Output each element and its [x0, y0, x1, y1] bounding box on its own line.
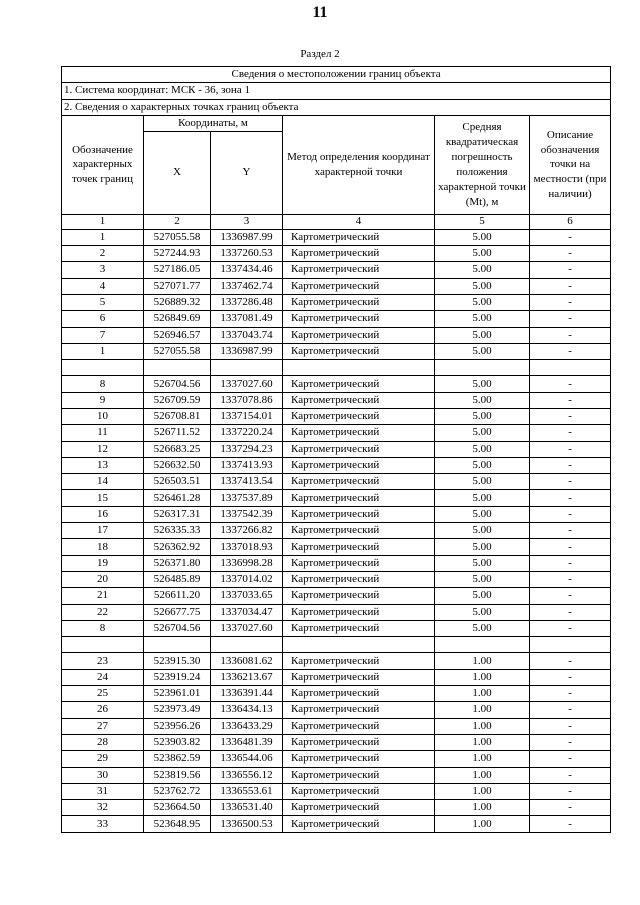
description-cell: -	[530, 409, 611, 425]
x-coordinate-cell: 526708.81	[144, 409, 211, 425]
error-cell: 1.00	[435, 718, 530, 734]
method-cell: Картометрический	[283, 816, 435, 832]
error-cell: 1.00	[435, 653, 530, 669]
error-cell: 1.00	[435, 686, 530, 702]
method-cell: Картометрический	[283, 539, 435, 555]
table-row	[62, 229, 611, 245]
method-cell: Картометрический	[283, 262, 435, 278]
coord-system: 1. Система координат: МСК - 36, зона 1	[62, 83, 611, 99]
x-coordinate-cell	[144, 637, 211, 653]
y-coordinate-cell: 1337027.60	[211, 376, 283, 392]
description-cell: -	[530, 767, 611, 783]
method-cell: Картометрический	[283, 571, 435, 587]
column-number: 5	[435, 214, 530, 229]
table-row	[62, 751, 611, 767]
table-row	[62, 620, 611, 636]
y-coordinate-cell: 1336987.99	[211, 229, 283, 245]
description-cell: -	[530, 734, 611, 750]
header-row-1	[62, 115, 611, 131]
method-cell: Картометрический	[283, 686, 435, 702]
y-coordinate-cell: 1337294.23	[211, 441, 283, 457]
point-id-cell: 27	[62, 718, 144, 734]
description-cell: -	[530, 392, 611, 408]
point-id-cell: 6	[62, 311, 144, 327]
points-caption: 2. Сведения о характерных точках границ объекта	[62, 99, 611, 115]
error-cell: 1.00	[435, 767, 530, 783]
error-cell: 5.00	[435, 376, 530, 392]
table-row	[62, 246, 611, 262]
x-coordinate-cell: 526677.75	[144, 604, 211, 620]
header-designation: Обозначение характерных точек границ	[62, 115, 144, 214]
table-row	[62, 800, 611, 816]
error-cell: 5.00	[435, 539, 530, 555]
header-method: Метод определения координат характерной точки	[283, 115, 435, 214]
x-coordinate-cell: 526317.31	[144, 506, 211, 522]
error-cell: 5.00	[435, 294, 530, 310]
y-coordinate-cell: 1337078.86	[211, 392, 283, 408]
x-coordinate-cell: 523919.24	[144, 669, 211, 685]
error-cell: 5.00	[435, 523, 530, 539]
point-id-cell: 8	[62, 620, 144, 636]
description-cell: -	[530, 620, 611, 636]
table-row	[62, 653, 611, 669]
error-cell: 5.00	[435, 604, 530, 620]
y-coordinate-cell: 1336434.13	[211, 702, 283, 718]
description-cell: -	[530, 604, 611, 620]
method-cell	[283, 360, 435, 376]
error-cell: 5.00	[435, 571, 530, 587]
point-id-cell: 17	[62, 523, 144, 539]
point-id-cell: 23	[62, 653, 144, 669]
method-cell: Картометрический	[283, 653, 435, 669]
x-coordinate-cell: 526709.59	[144, 392, 211, 408]
error-cell: 1.00	[435, 669, 530, 685]
point-id-cell: 11	[62, 425, 144, 441]
y-coordinate-cell: 1337081.49	[211, 311, 283, 327]
x-coordinate-cell: 527186.05	[144, 262, 211, 278]
y-coordinate-cell: 1336481.39	[211, 734, 283, 750]
y-coordinate-cell: 1337434.46	[211, 262, 283, 278]
y-coordinate-cell: 1336081.62	[211, 653, 283, 669]
table-row	[62, 555, 611, 571]
x-coordinate-cell: 526485.89	[144, 571, 211, 587]
error-cell	[435, 360, 530, 376]
method-cell: Картометрический	[283, 474, 435, 490]
error-cell: 1.00	[435, 800, 530, 816]
error-cell: 5.00	[435, 229, 530, 245]
table-row	[62, 571, 611, 587]
table-row	[62, 311, 611, 327]
method-cell: Картометрический	[283, 343, 435, 359]
x-coordinate-cell: 526683.25	[144, 441, 211, 457]
point-id-cell	[62, 637, 144, 653]
point-id-cell: 1	[62, 229, 144, 245]
table-row	[62, 474, 611, 490]
x-coordinate-cell: 526362.92	[144, 539, 211, 555]
error-cell: 5.00	[435, 392, 530, 408]
x-coordinate-cell: 523762.72	[144, 783, 211, 799]
point-id-cell: 25	[62, 686, 144, 702]
table-row	[62, 767, 611, 783]
description-cell: -	[530, 718, 611, 734]
point-id-cell: 14	[62, 474, 144, 490]
method-cell: Картометрический	[283, 669, 435, 685]
table-row	[62, 539, 611, 555]
x-coordinate-cell: 523973.49	[144, 702, 211, 718]
description-cell: -	[530, 246, 611, 262]
error-cell: 1.00	[435, 702, 530, 718]
point-id-cell: 20	[62, 571, 144, 587]
x-coordinate-cell: 523903.82	[144, 734, 211, 750]
method-cell: Картометрический	[283, 555, 435, 571]
x-coordinate-cell: 527244.93	[144, 246, 211, 262]
header-y: Y	[211, 131, 283, 214]
error-cell: 1.00	[435, 734, 530, 750]
y-coordinate-cell: 1337043.74	[211, 327, 283, 343]
error-cell: 5.00	[435, 506, 530, 522]
y-coordinate-cell: 1337220.24	[211, 425, 283, 441]
description-cell: -	[530, 278, 611, 294]
y-coordinate-cell: 1337462.74	[211, 278, 283, 294]
point-id-cell: 9	[62, 392, 144, 408]
points-caption-row	[62, 99, 611, 115]
method-cell: Картометрический	[283, 229, 435, 245]
table-row	[62, 604, 611, 620]
method-cell: Картометрический	[283, 702, 435, 718]
x-coordinate-cell: 526632.50	[144, 457, 211, 473]
x-coordinate-cell: 526849.69	[144, 311, 211, 327]
point-id-cell: 33	[62, 816, 144, 832]
point-id-cell: 31	[62, 783, 144, 799]
point-id-cell: 7	[62, 327, 144, 343]
error-cell: 5.00	[435, 441, 530, 457]
x-coordinate-cell: 526711.52	[144, 425, 211, 441]
method-cell: Картометрический	[283, 425, 435, 441]
method-cell: Картометрический	[283, 409, 435, 425]
table-row	[62, 523, 611, 539]
x-coordinate-cell: 527055.58	[144, 229, 211, 245]
description-cell: -	[530, 588, 611, 604]
y-coordinate-cell: 1337027.60	[211, 620, 283, 636]
method-cell: Картометрический	[283, 734, 435, 750]
point-id-cell: 18	[62, 539, 144, 555]
table-row	[62, 702, 611, 718]
point-id-cell: 22	[62, 604, 144, 620]
description-cell: -	[530, 425, 611, 441]
x-coordinate-cell: 526946.57	[144, 327, 211, 343]
description-cell: -	[530, 229, 611, 245]
error-cell: 5.00	[435, 278, 530, 294]
method-cell: Картометрический	[283, 604, 435, 620]
x-coordinate-cell: 526371.80	[144, 555, 211, 571]
description-cell: -	[530, 702, 611, 718]
y-coordinate-cell	[211, 360, 283, 376]
point-id-cell: 3	[62, 262, 144, 278]
point-id-cell: 19	[62, 555, 144, 571]
table-row	[62, 816, 611, 832]
error-cell: 5.00	[435, 343, 530, 359]
column-number: 2	[144, 214, 211, 229]
x-coordinate-cell: 526335.33	[144, 523, 211, 539]
x-coordinate-cell: 526704.56	[144, 376, 211, 392]
y-coordinate-cell: 1337014.02	[211, 571, 283, 587]
point-id-cell: 5	[62, 294, 144, 310]
table-row	[62, 637, 611, 653]
method-cell: Картометрический	[283, 294, 435, 310]
x-coordinate-cell: 523648.95	[144, 816, 211, 832]
point-id-cell: 4	[62, 278, 144, 294]
error-cell: 5.00	[435, 555, 530, 571]
y-coordinate-cell: 1337413.54	[211, 474, 283, 490]
description-cell: -	[530, 555, 611, 571]
description-cell: -	[530, 376, 611, 392]
description-cell: -	[530, 686, 611, 702]
method-cell: Картометрический	[283, 441, 435, 457]
y-coordinate-cell: 1336556.12	[211, 767, 283, 783]
method-cell: Картометрический	[283, 620, 435, 636]
table-row	[62, 376, 611, 392]
point-id-cell: 29	[62, 751, 144, 767]
error-cell: 5.00	[435, 262, 530, 278]
point-id-cell: 32	[62, 800, 144, 816]
description-cell: -	[530, 751, 611, 767]
point-id-cell: 28	[62, 734, 144, 750]
table-row	[62, 392, 611, 408]
header-description: Описание обозначения точки на местности (при наличии)	[530, 115, 611, 214]
description-cell: -	[530, 539, 611, 555]
y-coordinate-cell: 1336391.44	[211, 686, 283, 702]
method-cell	[283, 637, 435, 653]
table-row	[62, 457, 611, 473]
x-coordinate-cell: 523956.26	[144, 718, 211, 734]
y-coordinate-cell: 1336998.28	[211, 555, 283, 571]
error-cell: 5.00	[435, 490, 530, 506]
table-row	[62, 686, 611, 702]
table-row	[62, 409, 611, 425]
method-cell: Картометрический	[283, 800, 435, 816]
table-row	[62, 718, 611, 734]
method-cell: Картометрический	[283, 311, 435, 327]
x-coordinate-cell	[144, 360, 211, 376]
table-title: Сведения о местоположении границ объекта	[62, 67, 611, 83]
point-id-cell: 21	[62, 588, 144, 604]
y-coordinate-cell: 1337413.93	[211, 457, 283, 473]
method-cell: Картометрический	[283, 246, 435, 262]
y-coordinate-cell: 1336433.29	[211, 718, 283, 734]
description-cell: -	[530, 343, 611, 359]
table-title-row	[62, 67, 611, 83]
table-row	[62, 490, 611, 506]
table-row	[62, 425, 611, 441]
point-id-cell: 1	[62, 343, 144, 359]
method-cell: Картометрический	[283, 751, 435, 767]
y-coordinate-cell: 1336553.61	[211, 783, 283, 799]
x-coordinate-cell: 527055.58	[144, 343, 211, 359]
y-coordinate-cell: 1337537.89	[211, 490, 283, 506]
header-error: Средняя квадратическая погрешность положения характерной точки (Mt), м	[435, 115, 530, 214]
y-coordinate-cell: 1336987.99	[211, 343, 283, 359]
description-cell: -	[530, 669, 611, 685]
method-cell: Картометрический	[283, 588, 435, 604]
boundary-points-table	[61, 66, 611, 833]
error-cell: 5.00	[435, 588, 530, 604]
table-row	[62, 327, 611, 343]
description-cell: -	[530, 653, 611, 669]
description-cell: -	[530, 457, 611, 473]
y-coordinate-cell: 1337266.82	[211, 523, 283, 539]
method-cell: Картометрический	[283, 490, 435, 506]
table-row	[62, 262, 611, 278]
error-cell	[435, 637, 530, 653]
x-coordinate-cell: 523961.01	[144, 686, 211, 702]
column-numbers-row	[62, 214, 611, 229]
description-cell: -	[530, 294, 611, 310]
x-coordinate-cell: 523915.30	[144, 653, 211, 669]
error-cell: 5.00	[435, 327, 530, 343]
x-coordinate-cell: 526503.51	[144, 474, 211, 490]
error-cell: 5.00	[435, 425, 530, 441]
table-row	[62, 588, 611, 604]
description-cell: -	[530, 262, 611, 278]
description-cell: -	[530, 571, 611, 587]
error-cell: 5.00	[435, 311, 530, 327]
column-number: 6	[530, 214, 611, 229]
description-cell: -	[530, 800, 611, 816]
x-coordinate-cell: 527071.77	[144, 278, 211, 294]
method-cell: Картометрический	[283, 327, 435, 343]
description-cell: -	[530, 474, 611, 490]
method-cell: Картометрический	[283, 783, 435, 799]
x-coordinate-cell: 523862.59	[144, 751, 211, 767]
y-coordinate-cell: 1337154.01	[211, 409, 283, 425]
error-cell: 1.00	[435, 751, 530, 767]
table-row	[62, 360, 611, 376]
point-id-cell: 16	[62, 506, 144, 522]
method-cell: Картометрический	[283, 718, 435, 734]
error-cell: 5.00	[435, 620, 530, 636]
section-title: Раздел 2	[300, 48, 340, 60]
description-cell: -	[530, 783, 611, 799]
y-coordinate-cell: 1337260.53	[211, 246, 283, 262]
y-coordinate-cell: 1336500.53	[211, 816, 283, 832]
description-cell: -	[530, 523, 611, 539]
description-cell: -	[530, 311, 611, 327]
error-cell: 5.00	[435, 474, 530, 490]
x-coordinate-cell: 526889.32	[144, 294, 211, 310]
description-cell	[530, 637, 611, 653]
column-number: 4	[283, 214, 435, 229]
x-coordinate-cell: 523819.56	[144, 767, 211, 783]
method-cell: Картометрический	[283, 523, 435, 539]
table-row	[62, 278, 611, 294]
table-row	[62, 294, 611, 310]
table-row	[62, 506, 611, 522]
y-coordinate-cell: 1337018.93	[211, 539, 283, 555]
table-row	[62, 343, 611, 359]
description-cell: -	[530, 506, 611, 522]
description-cell: -	[530, 816, 611, 832]
point-id-cell	[62, 360, 144, 376]
y-coordinate-cell: 1337542.39	[211, 506, 283, 522]
y-coordinate-cell	[211, 637, 283, 653]
x-coordinate-cell: 526611.20	[144, 588, 211, 604]
x-coordinate-cell: 526461.28	[144, 490, 211, 506]
y-coordinate-cell: 1336213.67	[211, 669, 283, 685]
method-cell: Картометрический	[283, 767, 435, 783]
y-coordinate-cell: 1336544.06	[211, 751, 283, 767]
point-id-cell: 2	[62, 246, 144, 262]
column-number: 3	[211, 214, 283, 229]
table-row	[62, 734, 611, 750]
point-id-cell: 15	[62, 490, 144, 506]
point-id-cell: 30	[62, 767, 144, 783]
point-id-cell: 13	[62, 457, 144, 473]
error-cell: 5.00	[435, 246, 530, 262]
error-cell: 1.00	[435, 816, 530, 832]
y-coordinate-cell: 1336531.40	[211, 800, 283, 816]
error-cell: 5.00	[435, 457, 530, 473]
description-cell: -	[530, 490, 611, 506]
description-cell: -	[530, 327, 611, 343]
header-coordinates: Координаты, м	[144, 115, 283, 131]
error-cell: 1.00	[435, 783, 530, 799]
description-cell	[530, 360, 611, 376]
point-id-cell: 24	[62, 669, 144, 685]
point-id-cell: 8	[62, 376, 144, 392]
description-cell: -	[530, 441, 611, 457]
point-id-cell: 10	[62, 409, 144, 425]
method-cell: Картометрический	[283, 376, 435, 392]
table-row	[62, 669, 611, 685]
coord-system-row	[62, 83, 611, 99]
page-number: 11	[312, 4, 328, 21]
y-coordinate-cell: 1337034.47	[211, 604, 283, 620]
x-coordinate-cell: 526704.56	[144, 620, 211, 636]
method-cell: Картометрический	[283, 457, 435, 473]
method-cell: Картометрический	[283, 392, 435, 408]
y-coordinate-cell: 1337033.65	[211, 588, 283, 604]
header-x: X	[144, 131, 211, 214]
column-number: 1	[62, 214, 144, 229]
point-id-cell: 26	[62, 702, 144, 718]
table-row	[62, 441, 611, 457]
method-cell: Картометрический	[283, 506, 435, 522]
error-cell: 5.00	[435, 409, 530, 425]
y-coordinate-cell: 1337286.48	[211, 294, 283, 310]
point-id-cell: 12	[62, 441, 144, 457]
x-coordinate-cell: 523664.50	[144, 800, 211, 816]
method-cell: Картометрический	[283, 278, 435, 294]
table-row	[62, 783, 611, 799]
